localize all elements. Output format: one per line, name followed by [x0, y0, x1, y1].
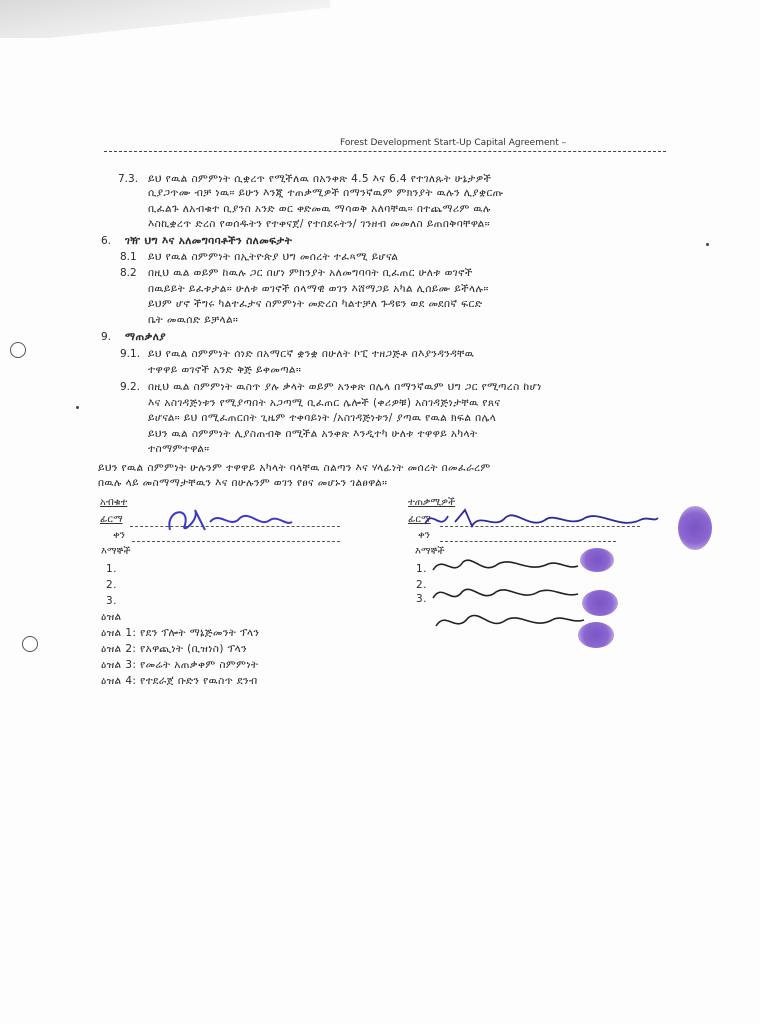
body-line: በዚህ ዉል ስምምነት ዉስጥ ያሉ ቃላት ወይም አንቀጽ በሌላ በማንኛዉም ህግ ጋር የሚጣረስ ከሆነ [148, 381, 542, 393]
left-witness-1: 1. [106, 563, 117, 575]
body-line: በዚህ ዉል ወይም ከዉሉ ጋር በሆነ ምክንያት አለመግባባት ቢፈጠር ሁለቱ ወገኖች [148, 267, 473, 279]
annex-title: ዕዝል [101, 611, 122, 623]
punch-hole [22, 636, 38, 652]
body-line: ይህም ሆኖ ችግሩ ካልተፈታና ስምምነት መድረስ ካልተቻለ ጉዳዩን ወደ መደበኛ ፍርድ [148, 298, 483, 310]
thumbprint [678, 506, 712, 550]
left-party-label: አብቁተ [100, 497, 128, 508]
body-line: በዉሉ ላይ መስማማታቸዉን እና በሁሉንም ወገን የፀና መሆኑን ገልፀዋል። [98, 477, 388, 489]
clause-number: 9.1. [120, 348, 141, 360]
annex-item: ዕዝል 4: የተደራጀ ቡድን የዉስጥ ደንብ [101, 675, 258, 687]
header-rule [104, 151, 666, 152]
annex-item: ዕዝል 3: የመሬት አጠቃቀም ስምምነት [101, 659, 259, 671]
body-line: በዉይይት ይፈቱታል። ሁለቱ ወገኖች ሰላማዊ ወገን እሸማጋይ አካል ሊሰይሙ ይችላሉ። [148, 283, 489, 295]
body-line: ገዥ ህግ እና አለመግባባቶችን ስለመፍታት [125, 235, 293, 247]
body-line: ማጠቃለያ [125, 331, 167, 343]
body-line: ይህ የዉል ስምምነት በኢትዮጵያ ህግ መሰረት ተፈጻሚ ይሆናል [148, 251, 399, 263]
thumbprint [582, 590, 618, 616]
body-line: ይሆናል። ይህ በሚፈጠርበት ጊዜም ተቀባይነት /አስገዳጅነቱን/ ያጣዉ የዉል ክፍል በሌላ [148, 412, 497, 424]
body-line: ይህ የዉል ስምምነት ሰነድ በአማርኛ ቋንቋ በሁለት ኮፒ ተዘጋጅቶ በእያንዳንዳቸዉ [148, 348, 475, 360]
speck [706, 243, 709, 246]
left-signature-mark [160, 500, 300, 540]
left-date-label: ቀን [113, 530, 125, 541]
body-line: ተስማምተዋል። [148, 443, 210, 455]
body-line: ይህን ዉል ስምምነት ሊያስጠብቅ በሚችል አንቀጽ እንዲተካ ሁለቱ ተዋዋይ አካላት [148, 428, 478, 440]
clause-number: 9. [101, 331, 112, 343]
right-witnesses-label: እማኞች [415, 546, 445, 557]
thumbprint [578, 622, 614, 648]
clause-number: 8.1 [120, 251, 137, 263]
witness-signatures [428, 552, 598, 642]
folded-corner [0, 0, 330, 38]
speck [76, 406, 79, 409]
left-signature-label: ፊርማ [100, 514, 123, 525]
left-witness-2: 2. [106, 579, 117, 591]
right-witness-3: 3. [416, 593, 427, 605]
right-date-label: ቀን [418, 530, 430, 541]
clause-number: 9.2. [120, 381, 141, 393]
left-witness-3: 3. [106, 595, 117, 607]
punch-hole [10, 342, 26, 358]
clause-number: 6. [101, 235, 112, 247]
right-witness-1: 1. [416, 563, 427, 575]
right-signature-mark [420, 502, 660, 538]
right-signature-label: ፊርማ [408, 514, 431, 525]
left-date-line [132, 541, 340, 542]
clause-number: 8.2 [120, 267, 137, 279]
body-line: ይህ የዉል ስምምነት ሲቋረጥ የሚችለዉ በአንቀጽ 4.5 እና 6.4 የተገለጹት ሁኔታዎች [148, 173, 492, 185]
body-line: ቢፈልጉ ለአብቁተ ቢያንስ አንድ ወር ቀድመዉ ማሳወቅ አለባቸዉ። በተጨማሪም ዉሉ [148, 203, 491, 215]
body-line: ይህን የዉል ስምምነት ሁሉንም ተዋዋይ አካላት ባላቸዉ ስልጣን እና ሃላፊነት መሰረት በመፈራረም [98, 462, 491, 474]
header-title: Forest Development Start-Up Capital Agreement – [340, 138, 567, 148]
body-line: ሲያጋጥሙ ብቻ ነዉ። ይሁን እንጂ ተጠቃሚዎች በማንኛዉም ምክንያት ዉሉን ሊያቋርጡ [148, 187, 504, 199]
thumbprint [580, 548, 614, 572]
annex-item: ዕዝል 1: የደን ፕሎት ማኔጅመንት ፕላን [101, 627, 260, 639]
body-line: እና አስገዳጅነቱን የሚያጣበት አጋጣሚ ቢፈጠር ሌሎች (ቀሪዎቹ) አስገዳጅነታቸዉ የጸና [148, 397, 501, 409]
right-witness-2: 2. [416, 579, 427, 591]
right-date-line [440, 541, 616, 542]
body-line: ቤት መዉሰድ ይቻላል። [148, 314, 239, 326]
left-witnesses-label: እማኞች [101, 546, 131, 557]
annex-item: ዕዝል 2: የአዋጪነት (ቢዝነስ) ፕላን [101, 643, 248, 655]
right-party-label: ተጠቃሚዎች [408, 497, 456, 508]
body-line: ተዋዋይ ወገኖች አንድ ቅጅ ይቀመጣል። [148, 364, 302, 376]
body-line: እስኪቋረጥ ድረስ የወሰዱትን የተቀናጀ/ የተበደሩትን/ ገንዘብ መመለስ ይጠበቅባቸዋል። [148, 218, 491, 230]
clause-number: 7.3. [118, 173, 139, 185]
